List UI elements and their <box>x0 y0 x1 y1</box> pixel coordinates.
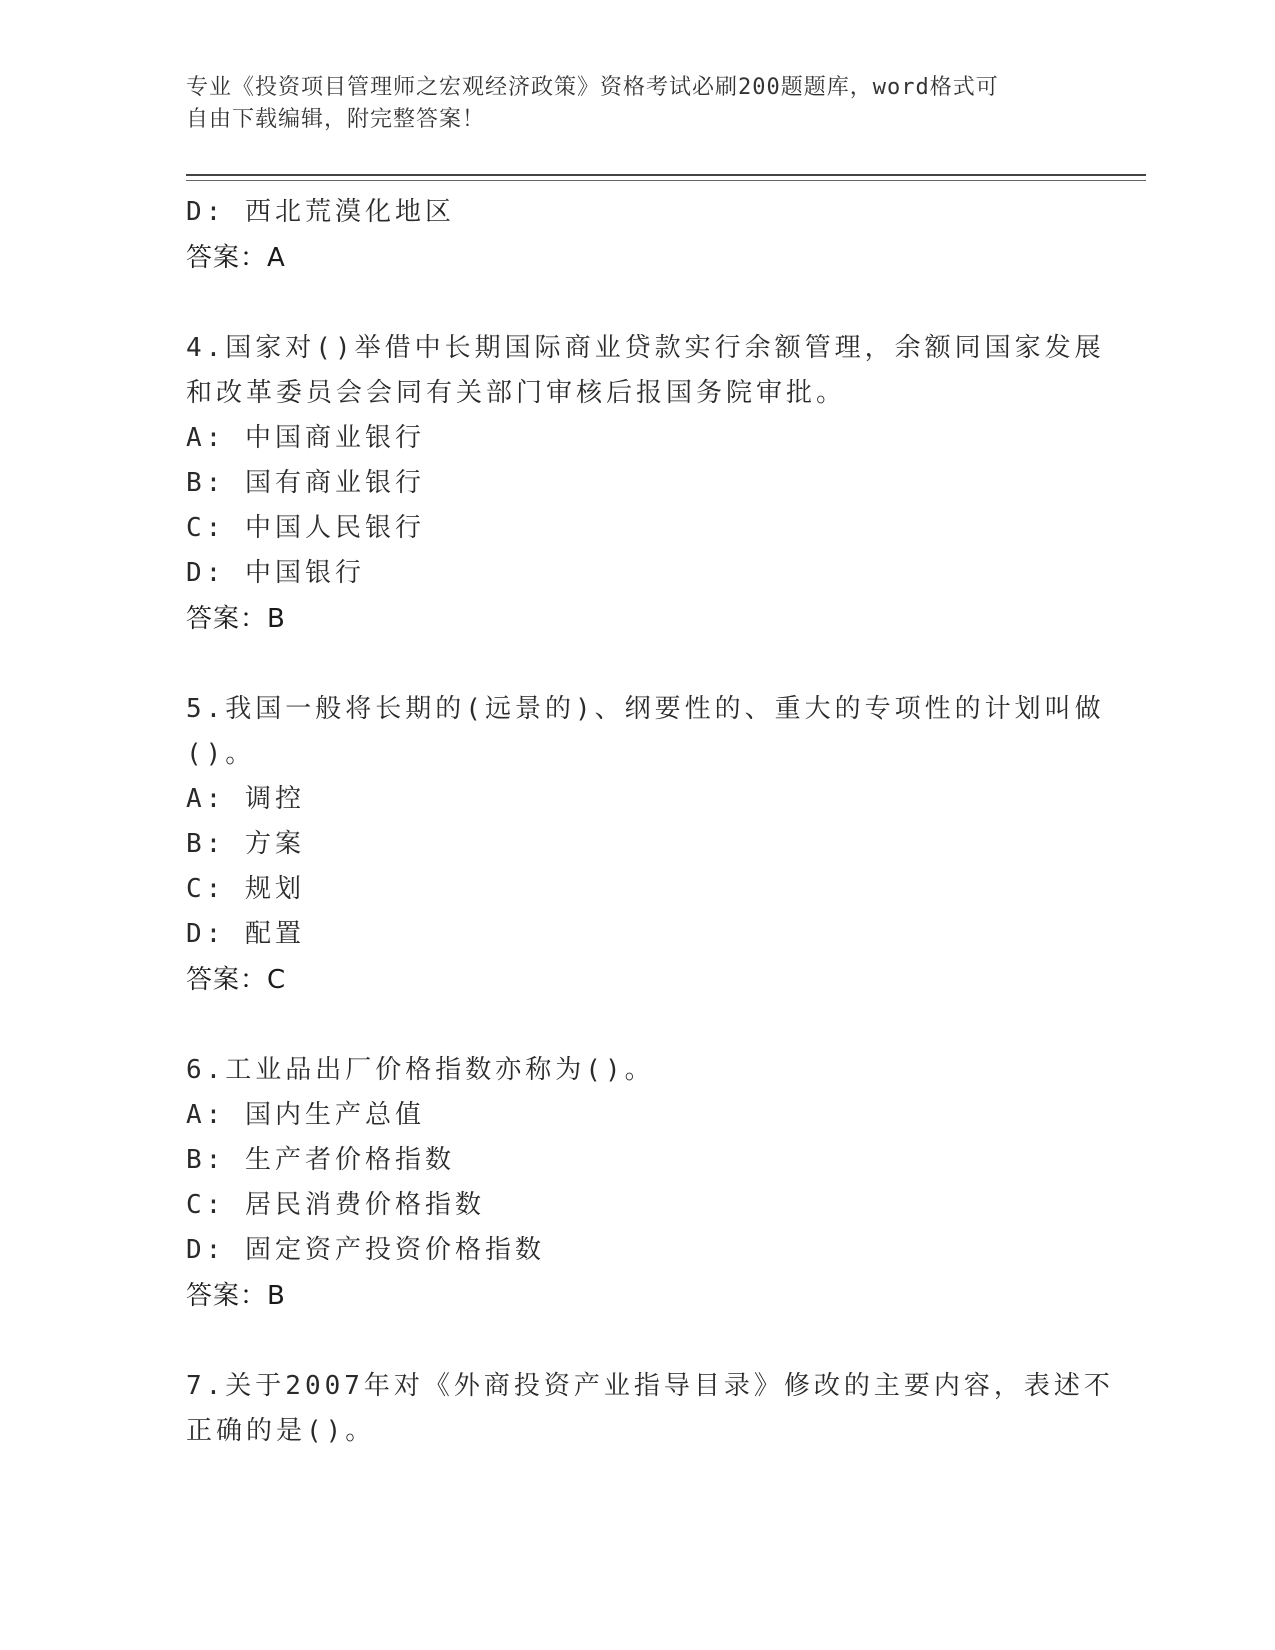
answer-line: 答案：B <box>186 1281 286 1311</box>
question-4 <box>186 326 1105 642</box>
header-line-2: 自由下载编辑，附完整答案！ <box>186 107 486 132</box>
answer-line: 答案：B <box>186 604 286 634</box>
option-b: B: 生产者价格指数 <box>186 1145 455 1175</box>
question-stem: 和改革委员会会同有关部门审核后报国务院审批。 <box>186 378 847 408</box>
question-7 <box>186 1364 1114 1454</box>
question-3-continued <box>186 190 1086 281</box>
question-stem: 正确的是()。 <box>186 1416 376 1446</box>
document-body <box>186 190 1114 1454</box>
question-stem: 4.国家对()举借中长期国际商业贷款实行余额管理，余额同国家发展 <box>186 333 1105 363</box>
spacer <box>186 1319 1086 1364</box>
option-c: C: 居民消费价格指数 <box>186 1190 485 1220</box>
header-divider-thick <box>186 174 1146 176</box>
option-a: A: 国内生产总值 <box>186 1100 425 1130</box>
header-line-1: 专业《投资项目管理师之宏观经济政策》资格考试必刷200题题库，word格式可 <box>186 75 999 100</box>
question-stem: 6.工业品出厂价格指数亦称为()。 <box>186 1055 655 1085</box>
option-c: C: 中国人民银行 <box>186 513 425 543</box>
answer-line: 答案：A <box>186 243 286 273</box>
option-c: C: 规划 <box>186 874 305 904</box>
answer-line: 答案：C <box>186 965 287 995</box>
option-d: D: 固定资产投资价格指数 <box>186 1235 545 1265</box>
spacer <box>186 281 1086 326</box>
question-stem: 5.我国一般将长期的(远景的)、纲要性的、重大的专项性的计划叫做 <box>186 694 1105 724</box>
spacer <box>186 642 1086 687</box>
option-d: D: 中国银行 <box>186 558 365 588</box>
option-d: D: 西北荒漠化地区 <box>186 197 455 227</box>
spacer <box>186 1003 1086 1048</box>
option-b: B: 国有商业银行 <box>186 468 425 498</box>
option-d: D: 配置 <box>186 919 305 949</box>
document-header <box>186 72 1086 136</box>
question-5 <box>186 687 1105 1003</box>
option-a: A: 中国商业银行 <box>186 423 425 453</box>
question-stem: 7.关于2007年对《外商投资产业指导目录》修改的主要内容，表述不 <box>186 1371 1114 1401</box>
option-a: A: 调控 <box>186 784 305 814</box>
question-stem: ()。 <box>186 739 256 769</box>
option-b: B: 方案 <box>186 829 305 859</box>
header-divider-thin <box>186 180 1146 181</box>
question-6 <box>186 1048 1086 1319</box>
